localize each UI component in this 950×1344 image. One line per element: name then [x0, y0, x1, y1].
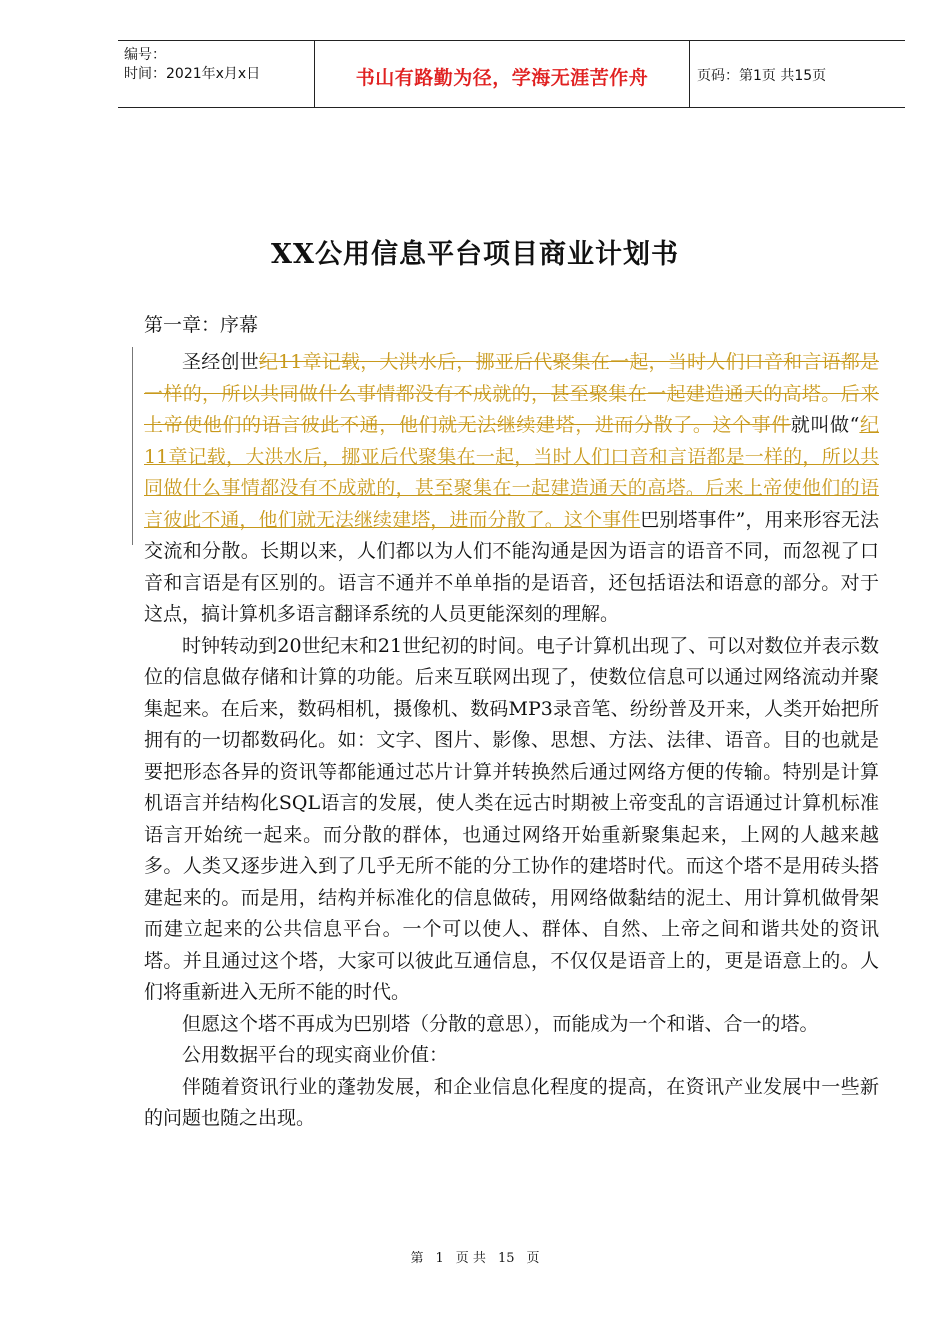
inserted-text: 纪11章记载，大洪水后，挪亚后代聚集在一起，当时人们口音和言语都是一样的，所以共同做什么事情都没有不成就的，甚至聚集在一起建造通天的高塔。后来上帝使他们的语言彼此不通，他们就无法继续建塔，进而分散了。这个事件: [144, 414, 879, 531]
page-footer: [0, 1247, 950, 1266]
paragraph-3: 但愿这个塔不再成为巴别塔（分散的意思），而能成为一个和谐、合一的塔。: [182, 1012, 819, 1035]
footer-page-number: 1: [435, 1251, 444, 1266]
deleted-text: 纪11章记载，大洪水后，挪亚后代聚集在一起，当时人们口音和言语都是一样的，所以共同做什么事情都没有不成就的，甚至聚集在一起建造通天的高塔。后来上帝使他们的语言彼此不通，他们就无法继续建塔，进而分散了。这个事件: [144, 351, 879, 436]
footer-total-pages: 15: [497, 1251, 515, 1266]
p1-mid: 就叫做“: [790, 414, 860, 436]
paragraph-4: 公用数据平台的现实商业价值：: [182, 1044, 449, 1066]
footer-suffix: 页: [526, 1251, 540, 1266]
document-title: XX公用信息平台项目商业计划书: [271, 239, 679, 270]
time-label: 时间：2021年x月x日: [124, 66, 261, 82]
header-table: [118, 40, 905, 108]
page-label: 页码：第1页 共15页: [697, 68, 827, 84]
p1-end: 巴别塔事件”，用来形容无法交流和分散。长期以来，人们都以为人们不能沟通是因为语言的语音不同，而忽视了口音和言语是有区别的。语言不通并不单单指的是语音，还包括语法和语意的部分。对于这点，搞计算机多语言翻译系统的人员更能深刻的理解。: [144, 508, 879, 625]
header-motto-cell: [314, 41, 690, 107]
document-body: [144, 347, 879, 1135]
header-motto: 书山有路勤为径，学海无涯苦作舟: [355, 67, 649, 89]
header-right-cell: [689, 41, 905, 107]
paragraph-2: 时钟转动到20世纪末和21世纪初的时间。电子计算机出现了、可以对数位并表示数位的信息做存储和计算的功能。后来互联网出现了，使数位信息可以通过网络流动并聚集起来。在后来，数码相机，摄像机、数码MP3录音笔、纷纷普及开来，人类开始把所拥有的一切都数码化。如：文字、图片、影像、思想、方法、法律、语音。目的也就是要把形态各异的资讯等都能通过芯片计算并转换然后通过网络方便的传输。特别是计算机语言并结构化SQL语言的发展，使人类在远古时期被上帝变乱的言语通过计算机标准语言开始统一起来。而分散的群体，也通过网络开始重新聚集起来，上网的人越来越多。人类又逐步进入到了几乎无所不能的分工协作的建塔时代。而这个塔不是用砖头搭建起来的。而是用，结构并标准化的信息做砖，用网络做黏结的泥土、用计算机做骨架而建立起来的公共信息平台。一个可以使人、群体、自然、上帝之间和谐共处的资讯塔。并且通过这个塔，大家可以彼此互通信息，不仅仅是语音上的，更是语意上的。人们将重新进入无所不能的时代。: [144, 634, 879, 1003]
chapter-heading: 第一章：序幕: [144, 314, 259, 336]
paragraph-5: 伴随着资讯行业的蓬勃发展，和企业信息化程度的提高，在资讯产业发展中一些新的问题也随之出现。: [144, 1075, 879, 1129]
paragraph-1: [144, 347, 879, 631]
footer-prefix: 第: [410, 1251, 424, 1266]
p1-start: 圣经创世: [182, 351, 259, 373]
number-label: 编号：: [124, 47, 166, 63]
revision-bar: [132, 347, 133, 545]
footer-mid: 页 共: [455, 1251, 486, 1266]
header-left-cell: [118, 41, 314, 107]
